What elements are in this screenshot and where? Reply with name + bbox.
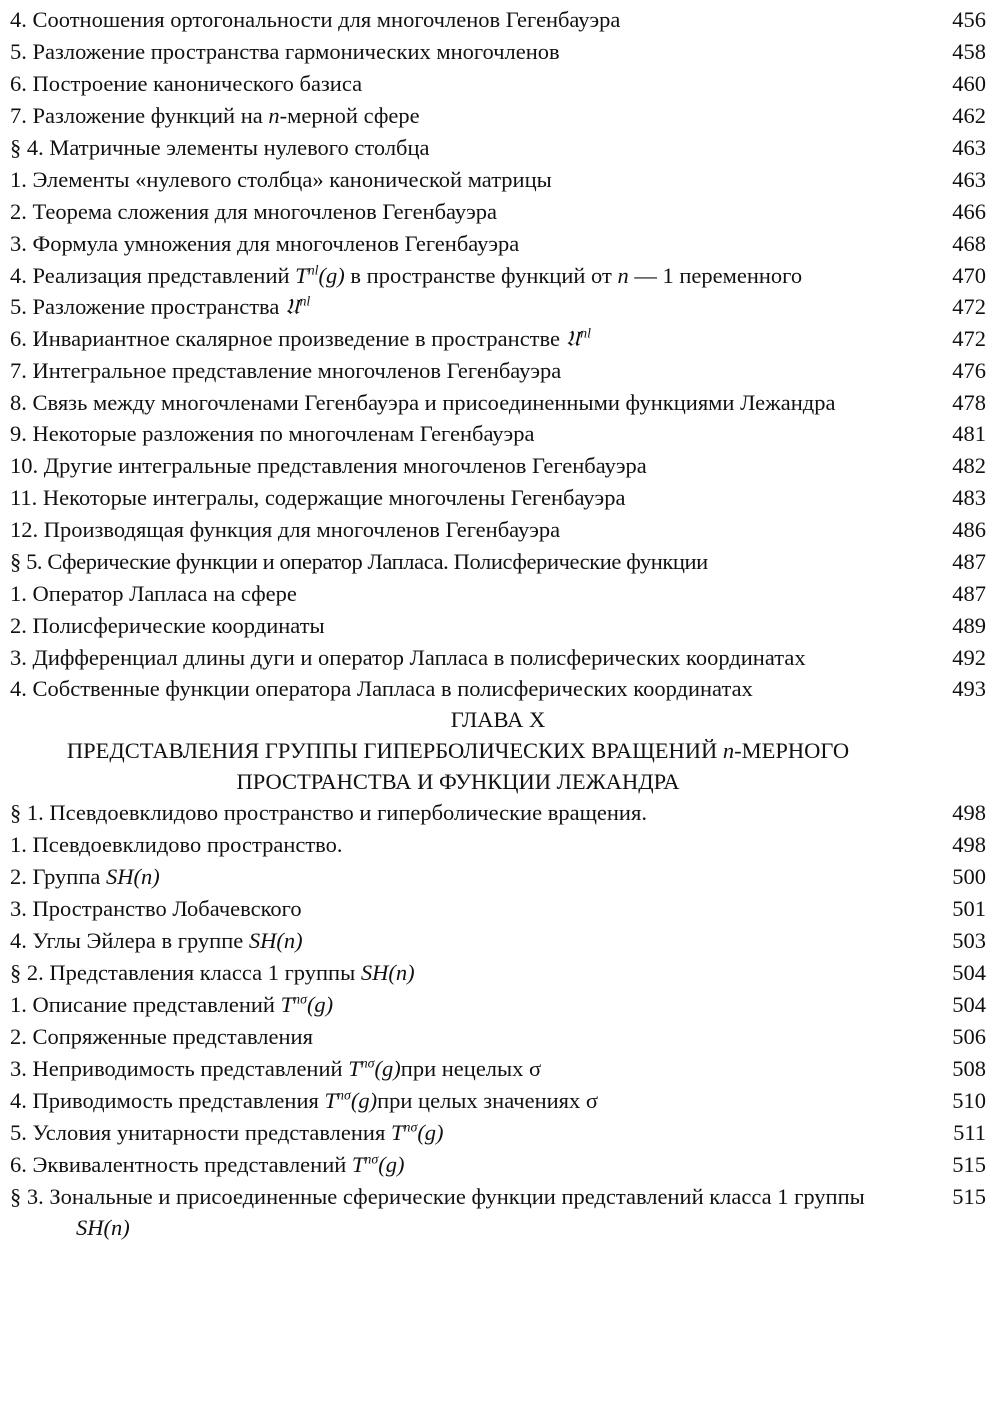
title-text: при целых значениях σ: [377, 1088, 599, 1113]
toc-page-number: 486: [952, 517, 986, 542]
toc-entry: [10, 893, 986, 925]
toc-entry: [10, 355, 986, 387]
toc-entry: [10, 164, 986, 196]
toc-page-number: 504: [952, 960, 986, 985]
toc-page-number: 492: [952, 645, 986, 670]
toc-page-number: 481: [952, 421, 986, 446]
toc-entry: [10, 673, 986, 704]
toc-page-number: 476: [952, 358, 986, 383]
title-text: 7. Разложение функций на: [10, 103, 269, 128]
math-script-symbol: 𝔘: [565, 326, 581, 352]
title-text: 4. Приводимость представления: [10, 1088, 325, 1113]
toc-entry: [10, 925, 986, 957]
math-superscript: nl: [299, 294, 311, 310]
title-text: 4. Реализация представлений: [10, 263, 296, 288]
title-text: 2. Группа: [10, 864, 106, 889]
toc-entry-title: 10. Другие интегральные представления многочленов Гегенбауэра: [10, 453, 647, 478]
toc-page-number: 470: [952, 263, 986, 288]
chapter-number: ГЛАВА X: [450, 707, 546, 732]
toc-entry: [10, 514, 986, 546]
math-group: SH(n): [76, 1215, 130, 1240]
toc-entry-title: 4. Соотношения ортогональности для многочленов Гегенбауэра: [10, 7, 621, 32]
toc-entry: [10, 228, 986, 260]
math-superscript: nl: [307, 263, 319, 279]
toc-entry: [10, 260, 986, 291]
title-text: 6. Эквивалентность представлений: [10, 1152, 352, 1177]
toc-entry-title: 5. Разложение пространства гармонических многочленов: [10, 39, 560, 64]
math-symbol: T: [390, 1120, 404, 1145]
title-text: при нецелых σ: [400, 1056, 542, 1081]
toc-entry: [10, 642, 986, 673]
toc-entry-title: [10, 1149, 926, 1181]
toc-entry-title: 9. Некоторые разложения по многочленам Гегенбауэра: [10, 421, 535, 446]
toc-entry: [10, 578, 986, 610]
toc-entry-title: [10, 925, 926, 957]
toc-entry-title: 1. Псевдоевклидово пространство.: [10, 832, 343, 857]
title-text: 5. Условия унитарности представления: [10, 1120, 391, 1145]
toc-entry-title: 2. Сопряженные представления: [10, 1024, 313, 1049]
toc-page-number: 463: [952, 135, 986, 160]
toc-section-heading: [10, 1181, 986, 1243]
toc-entry-title: [10, 260, 926, 291]
title-text: § 3. Зональные и присоединенные сферические функции представлений класса 1 группы: [10, 1184, 865, 1209]
toc-page-number: 482: [952, 453, 986, 478]
toc-entry: [10, 1021, 986, 1053]
title-text: — 1 переменного: [628, 263, 803, 288]
math-symbol: (g): [374, 1056, 401, 1081]
toc-entry-title: § 1. Псевдоевклидово пространство и гиперболические вращения.: [10, 800, 647, 825]
toc-page-number: 498: [952, 800, 986, 825]
toc-page-number: 487: [952, 581, 986, 606]
title-text: 4. Углы Эйлера в группе: [10, 928, 249, 953]
toc-page-number: 456: [952, 7, 986, 32]
toc-page-number: 487: [952, 549, 986, 574]
toc-page-number: 510: [952, 1088, 986, 1113]
math-superscript: nσ: [293, 992, 307, 1008]
chapter-title: [10, 735, 986, 797]
toc-entry-title: [10, 861, 926, 893]
toc-entry-title: [10, 1181, 926, 1243]
title-text: 3. Неприводимость представлений: [10, 1056, 349, 1081]
toc-entry: [10, 1085, 986, 1117]
toc-entry-title: [10, 989, 926, 1021]
toc-page-number: 466: [952, 199, 986, 224]
math-symbol: (g): [318, 263, 345, 288]
math-var: n: [722, 738, 735, 763]
title-text: 1. Описание представлений: [10, 992, 281, 1017]
toc-entry-title: 3. Формула умножения для многочленов Гегенбауэра: [10, 231, 520, 256]
math-superscript: nσ: [403, 1120, 418, 1136]
toc-entry-title: [10, 291, 926, 323]
toc-section-heading: [10, 957, 986, 989]
toc-entry: [10, 1149, 986, 1181]
toc-entry-title: 8. Связь между многочленами Гегенбауэра и присоединенными функциями Лежандра: [10, 390, 836, 415]
toc-entry-title: 6. Построение канонического базиса: [10, 71, 363, 96]
math-superscript: nσ: [336, 1088, 351, 1104]
toc-entry-title: [10, 1117, 926, 1149]
math-var: n: [617, 263, 629, 288]
toc-section-heading: [10, 797, 986, 829]
toc-entry-title: 3. Дифференциал длины дуги и оператор Лапласа в полисферических координатах: [10, 645, 806, 670]
toc-page-number: 462: [952, 103, 986, 128]
toc-entry-title: § 5. Сферические функции и оператор Лапласа. Полисферические функции: [10, 549, 708, 574]
title-text: 5. Разложение пространства: [10, 294, 285, 319]
math-symbol: (g): [378, 1152, 405, 1177]
title-text: -мерной сфере: [279, 103, 420, 128]
toc-page-number: 503: [952, 928, 986, 953]
toc-entry: [10, 610, 986, 642]
toc-entry: [10, 1053, 986, 1085]
toc-page-number: 501: [952, 896, 986, 921]
toc-page-number: 508: [952, 1056, 986, 1081]
toc-page-number: 489: [952, 613, 986, 638]
toc-entry: [10, 100, 986, 132]
toc-page-number: 511: [953, 1120, 986, 1145]
toc-page-number: 498: [952, 832, 986, 857]
toc-page-number: 515: [952, 1184, 986, 1209]
toc-page-number: 468: [952, 231, 986, 256]
math-group: SH(n): [360, 960, 415, 985]
toc-page-number: 483: [952, 485, 986, 510]
toc-entry: [10, 4, 986, 36]
toc-entry-title: 2. Полисферические координаты: [10, 613, 325, 638]
toc-entry-title: [10, 323, 926, 355]
toc-entry: [10, 482, 986, 514]
toc-page-number: 506: [952, 1024, 986, 1049]
toc-entry-title: [10, 100, 926, 132]
toc-page-number: 478: [952, 390, 986, 415]
toc-entry-title: 3. Пространство Лобачевского: [10, 896, 302, 921]
title-text: 6. Инвариантное скалярное произведение в пространстве: [10, 326, 566, 351]
toc-entry-title: [10, 1085, 926, 1117]
toc-entry: [10, 196, 986, 228]
math-symbol: (g): [306, 992, 334, 1017]
toc-entry: [10, 1117, 986, 1149]
toc-page-number: 458: [952, 39, 986, 64]
math-group: SH(n): [106, 864, 160, 889]
toc-entry-title: 12. Производящая функция для многочленов Гегенбауэра: [10, 517, 561, 542]
toc-entry-title: 7. Интегральное представление многочленов Гегенбауэра: [10, 358, 562, 383]
toc-page-number: 504: [952, 992, 986, 1017]
math-var: n: [268, 103, 280, 128]
toc-entry-title: § 4. Матричные элементы нулевого столбца: [10, 135, 430, 160]
toc-entry-title: 1. Элементы «нулевого столбца» канонической матрицы: [10, 167, 552, 192]
toc-entry-title: 4. Собственные функции оператора Лапласа в полисферических координатах: [10, 676, 753, 701]
toc-page-number: 472: [952, 326, 986, 351]
toc-entry-title: 1. Оператор Лапласа на сфере: [10, 581, 297, 606]
toc-entry: [10, 323, 986, 355]
math-group: SH(n): [248, 928, 303, 953]
title-text: ПРЕДСТАВЛЕНИЯ ГРУППЫ ГИПЕРБОЛИЧЕСКИХ ВРАЩЕНИЙ: [66, 738, 723, 763]
toc-entry: [10, 36, 986, 68]
toc-page-number: 460: [952, 71, 986, 96]
math-symbol: T: [324, 1088, 337, 1113]
math-symbol: T: [295, 263, 308, 288]
toc-entry: [10, 829, 986, 861]
toc-page-number: 463: [952, 167, 986, 192]
toc-entry: [10, 291, 986, 323]
toc-page-number: 493: [952, 676, 986, 701]
math-symbol: T: [351, 1152, 365, 1177]
toc-page-number: 500: [952, 864, 986, 889]
toc-entry: [10, 861, 986, 893]
toc-section-heading: [10, 546, 986, 578]
toc-entry-title: [10, 1053, 926, 1085]
toc-entry: [10, 68, 986, 100]
title-text: -МЕРНОГО ПРОСТРАНСТВА И ФУНКЦИИ ЛЕЖАНДРА: [236, 738, 850, 794]
toc-section-heading: [10, 132, 986, 164]
toc-entry: [10, 387, 986, 418]
chapter-heading: [10, 704, 986, 797]
math-superscript: nl: [580, 326, 591, 342]
math-superscript: nσ: [360, 1056, 375, 1072]
title-text: в пространстве функций от: [344, 263, 618, 288]
math-symbol: T: [348, 1056, 361, 1081]
toc-entry: [10, 450, 986, 482]
table-of-contents: [10, 4, 986, 1243]
math-symbol: (g): [350, 1088, 378, 1113]
math-script-symbol: 𝔘: [284, 294, 300, 320]
math-symbol: T: [280, 992, 294, 1017]
toc-entry: [10, 418, 986, 450]
toc-entry-title: 2. Теорема сложения для многочленов Гегенбауэра: [10, 199, 498, 224]
title-text: § 2. Представления класса 1 группы: [10, 960, 361, 985]
math-symbol: (g): [417, 1120, 444, 1145]
toc-entry: [10, 989, 986, 1021]
math-superscript: nσ: [364, 1152, 379, 1168]
toc-page-number: 515: [952, 1152, 986, 1177]
toc-entry-title: 11. Некоторые интегралы, содержащие многочлены Гегенбауэра: [10, 485, 626, 510]
toc-entry-title: [10, 957, 926, 989]
toc-page-number: 472: [952, 294, 986, 319]
